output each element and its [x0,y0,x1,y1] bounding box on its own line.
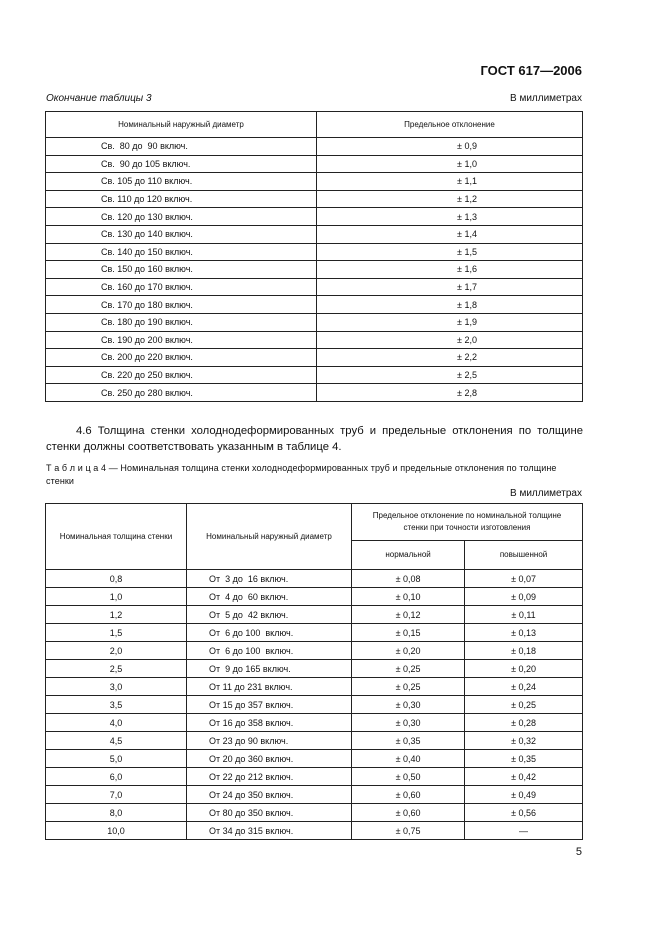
paragraph-4-6: 4.6 Толщина стенки холоднодеформированных труб и предельные отклонения по толщине стенки должны соответствовать указанным в таблице 4. [46,425,583,453]
increased-deviation-cell: ± 0,42 [465,768,583,786]
table4-col-normal: нормальной [352,541,465,570]
thickness-cell: 2,0 [46,642,187,660]
thickness-cell: 7,0 [46,786,187,804]
deviation-cell: ± 1,5 [317,243,583,261]
diameter-cell: От 34 до 315 включ. [187,822,352,840]
deviation-cell: ± 1,0 [317,155,583,173]
table-row [46,296,583,314]
table-row [46,243,583,261]
normal-deviation-cell: ± 0,08 [352,570,465,588]
increased-deviation-cell: ± 0,20 [465,660,583,678]
deviation-cell: ± 1,6 [317,261,583,279]
diameter-cell: Св. 180 до 190 включ. [46,313,317,331]
table4-header-row [46,504,583,541]
deviation-cell: ± 2,0 [317,331,583,349]
table-row [46,696,583,714]
diameter-cell: Св. 160 до 170 включ. [46,278,317,296]
normal-deviation-cell: ± 0,25 [352,660,465,678]
diameter-cell: Св. 190 до 200 включ. [46,331,317,349]
table3 [45,111,583,402]
page-number: 5 [575,846,582,858]
normal-deviation-cell: ± 0,15 [352,624,465,642]
table-row [46,366,583,384]
increased-deviation-cell: ± 0,32 [465,732,583,750]
diameter-cell: От 80 до 350 включ. [187,804,352,822]
normal-deviation-cell: ± 0,40 [352,750,465,768]
diameter-cell: От 23 до 90 включ. [187,732,352,750]
increased-deviation-cell: — [465,822,583,840]
table-row [46,384,583,402]
normal-deviation-cell: ± 0,25 [352,678,465,696]
normal-deviation-cell: ± 0,12 [352,606,465,624]
normal-deviation-cell: ± 0,50 [352,768,465,786]
deviation-cell: ± 2,8 [317,384,583,402]
table-row [46,261,583,279]
increased-deviation-cell: ± 0,25 [465,696,583,714]
table4-col-diameter: Номинальный наружный диаметр [187,504,352,570]
diameter-cell: Св. 150 до 160 включ. [46,261,317,279]
table-row [46,208,583,226]
normal-deviation-cell: ± 0,30 [352,696,465,714]
table-row [46,822,583,840]
normal-deviation-cell: ± 0,75 [352,822,465,840]
diameter-cell: От 24 до 350 включ. [187,786,352,804]
deviation-cell: ± 1,1 [317,173,583,191]
table-row [46,804,583,822]
increased-deviation-cell: ± 0,09 [465,588,583,606]
thickness-cell: 1,0 [46,588,187,606]
thickness-cell: 8,0 [46,804,187,822]
thickness-cell: 5,0 [46,750,187,768]
table-row [46,331,583,349]
table4-caption: Т а б л и ц а 4 — Номинальная толщина стенки холоднодеформированных труб и предельные отклонения по толщине стенки [46,463,557,486]
normal-deviation-cell: ± 0,10 [352,588,465,606]
table-row [46,678,583,696]
deviation-cell: ± 0,9 [317,138,583,156]
diameter-cell: Св. 130 до 140 включ. [46,225,317,243]
deviation-cell: ± 1,8 [317,296,583,314]
table4 [45,503,583,840]
diameter-cell: От 6 до 100 включ. [187,624,352,642]
thickness-cell: 4,0 [46,714,187,732]
increased-deviation-cell: ± 0,28 [465,714,583,732]
diameter-cell: От 20 до 360 включ. [187,750,352,768]
deviation-cell: ± 1,4 [317,225,583,243]
deviation-cell: ± 2,2 [317,349,583,367]
normal-deviation-cell: ± 0,60 [352,786,465,804]
thickness-cell: 6,0 [46,768,187,786]
diameter-cell: Св. 80 до 90 включ. [46,138,317,156]
table-row [46,714,583,732]
thickness-cell: 3,0 [46,678,187,696]
deviation-cell: ± 2,5 [317,366,583,384]
table4-col-thickness: Номинальная толщина стенки [46,504,187,570]
diameter-cell: Св. 120 до 130 включ. [46,208,317,226]
table-row [46,349,583,367]
diameter-cell: От 3 до 16 включ. [187,570,352,588]
thickness-cell: 2,5 [46,660,187,678]
thickness-cell: 4,5 [46,732,187,750]
diameter-cell: От 16 до 358 включ. [187,714,352,732]
table4-col-increased: повышенной [465,541,583,570]
normal-deviation-cell: ± 0,30 [352,714,465,732]
table-row [46,173,583,191]
table4-col-deviation: Предельное отклонение по номинальной толщине стенки при точности изготовления [352,504,583,541]
thickness-cell: 1,5 [46,624,187,642]
thickness-cell: 3,5 [46,696,187,714]
deviation-cell: ± 1,7 [317,278,583,296]
diameter-cell: От 22 до 212 включ. [187,768,352,786]
thickness-cell: 10,0 [46,822,187,840]
table3-col-deviation: Предельное отклонение [317,112,583,138]
thickness-cell: 0,8 [46,570,187,588]
table-row [46,642,583,660]
increased-deviation-cell: ± 0,13 [465,624,583,642]
diameter-cell: Св. 220 до 250 включ. [46,366,317,384]
table3-header-row [46,112,583,138]
normal-deviation-cell: ± 0,35 [352,732,465,750]
diameter-cell: Св. 110 до 120 включ. [46,190,317,208]
table-row [46,750,583,768]
table4-unit: В миллиметрах [510,488,582,499]
table-row [46,225,583,243]
diameter-cell: От 4 до 60 включ. [187,588,352,606]
diameter-cell: От 6 до 100 включ. [187,642,352,660]
normal-deviation-cell: ± 0,60 [352,804,465,822]
table-row [46,768,583,786]
table-row [46,786,583,804]
diameter-cell: От 5 до 42 включ. [187,606,352,624]
diameter-cell: Св. 200 до 220 включ. [46,349,317,367]
diameter-cell: От 9 до 165 включ. [187,660,352,678]
diameter-cell: Св. 140 до 150 включ. [46,243,317,261]
increased-deviation-cell: ± 0,18 [465,642,583,660]
deviation-cell: ± 1,2 [317,190,583,208]
diameter-cell: Св. 170 до 180 включ. [46,296,317,314]
normal-deviation-cell: ± 0,20 [352,642,465,660]
document-header: ГОСТ 617—2006 [480,63,582,78]
table-row [46,313,583,331]
table-row [46,570,583,588]
table-row [46,660,583,678]
table3-caption: Окончание таблицы 3 [46,93,152,104]
table-row [46,732,583,750]
diameter-cell: От 15 до 357 включ. [187,696,352,714]
table3-col-diameter: Номинальный наружный диаметр [46,112,317,138]
deviation-cell: ± 1,3 [317,208,583,226]
deviation-cell: ± 1,9 [317,313,583,331]
table-row [46,155,583,173]
table3-unit: В миллиметрах [510,93,582,104]
table-row [46,606,583,624]
table-row [46,588,583,606]
increased-deviation-cell: ± 0,24 [465,678,583,696]
table-row [46,278,583,296]
diameter-cell: Св. 250 до 280 включ. [46,384,317,402]
increased-deviation-cell: ± 0,56 [465,804,583,822]
diameter-cell: Св. 90 до 105 включ. [46,155,317,173]
increased-deviation-cell: ± 0,35 [465,750,583,768]
increased-deviation-cell: ± 0,07 [465,570,583,588]
diameter-cell: Св. 105 до 110 включ. [46,173,317,191]
table-row [46,138,583,156]
table-row [46,624,583,642]
diameter-cell: От 11 до 231 включ. [187,678,352,696]
increased-deviation-cell: ± 0,11 [465,606,583,624]
table-row [46,190,583,208]
thickness-cell: 1,2 [46,606,187,624]
increased-deviation-cell: ± 0,49 [465,786,583,804]
